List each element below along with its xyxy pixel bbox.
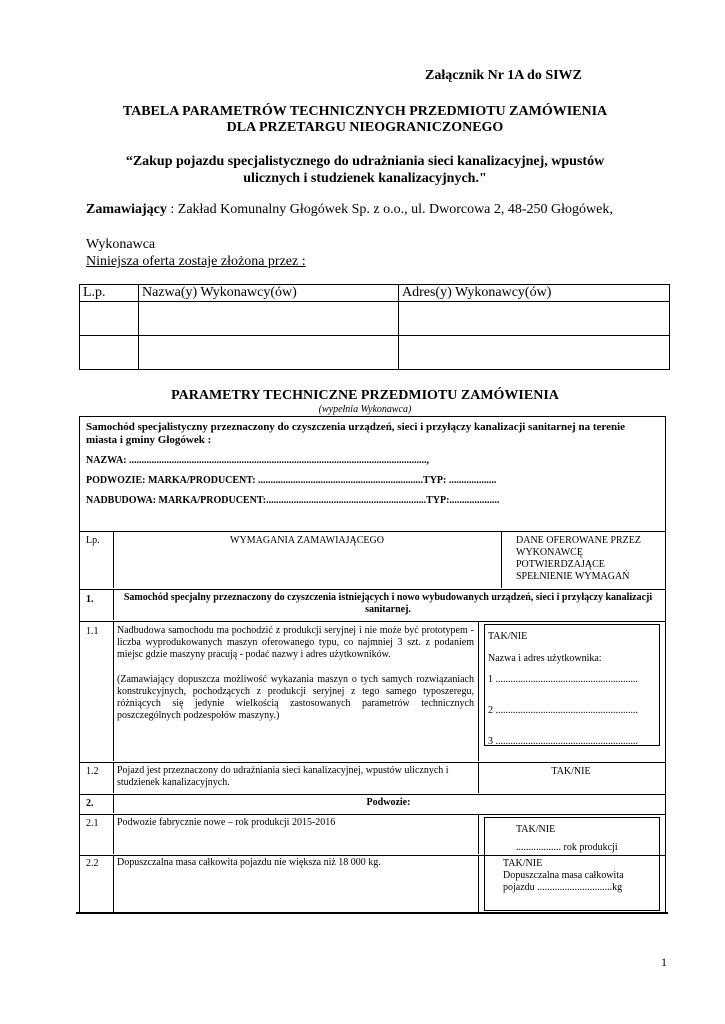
row-1-1-user-1[interactable]: 1 ......................................................... (488, 674, 638, 685)
col-requirements: WYMAGANIA ZAMAWIAJĄCEGO (230, 535, 384, 546)
params-subtitle: (wypełnia Wykonawca) (318, 404, 412, 415)
section-1-num: 1. (86, 594, 94, 605)
row-2-1-tak-nie[interactable]: TAK/NIE (516, 824, 556, 835)
row-1-2-num: 1.2 (86, 766, 99, 777)
col-lp: Lp. (86, 535, 100, 546)
row-1-1-users-label: Nazwa i adres użytkownika: (488, 653, 602, 664)
col-address-header: Adres(y) Wykonawcy(ów) (399, 285, 670, 302)
contractor-label: Wykonawca (86, 237, 156, 252)
col-name-header: Nazwa(y) Wykonawcy(ów) (139, 285, 399, 302)
doc-title (80, 104, 650, 136)
section-2-num: 2. (86, 798, 94, 809)
offer-by: Niniejsza oferta zostaje złożona przez : (86, 254, 306, 269)
subject (80, 153, 650, 187)
row-2-2-text: Dopuszczalna masa całkowita pojazdu nie większa niż 18 000 kg. (117, 857, 381, 868)
buyer-text: : Zakład Komunalny Głogówek Sp. z o.o., ul. Dworcowa 2, 48-250 Głogówek, (166, 202, 613, 217)
doc-title-line1: TABELA PARAMETRÓW TECHNICZNYCH PRZEDMIOTU ZAMÓWIENIA (122, 104, 608, 119)
row-2-2-answer-box[interactable] (484, 855, 660, 911)
vehicle-intro: Samochód specjalistyczny przeznaczony do czyszczenia urządzeń, sieci i przyłączy kanalizacji sanitarnej na terenie miasta i gminy Głogówek : (86, 421, 626, 446)
params-title: PARAMETRY TECHNICZNE PRZEDMIOTU ZAMÓWIENIA (171, 388, 559, 403)
contractor-cell[interactable] (399, 336, 670, 370)
row-1-1-note: (Zamawiający dopuszcza możliwość wykazania maszyn o tych samych rozwiązaniach konstrukcyjnych, pochodzących z produkcji seryjnej z tego samego typoszeregu, różniących się jedynie wielkością zastosowanych parametrów technicznych poszczególnych podzespołów maszyny.) (117, 674, 474, 721)
row-2-1-text: Podwozie fabrycznie nowe – rok produkcji 2015-2016 (117, 817, 336, 828)
subject-line1: “Zakup pojazdu specjalistycznego do udrażniania sieci kanalizacyjnej, wpustów (125, 154, 605, 169)
contractor-cell[interactable] (139, 302, 399, 336)
row-2-1-answer-box[interactable] (484, 817, 660, 855)
row-2-1-num: 2.1 (86, 818, 99, 829)
row-1-1-text: Nadbudowa samochodu ma pochodzić z produkcji seryjnej i nie może być prototypem - liczba wyprodukowanych maszyn oferowanego typu, co najmniej 3 szt. z podaniem miejsc gdzie maszyny pracują - podać nazwy i adres użytkowników. (117, 625, 474, 660)
doc-title-line2: DLA PRZETARGU NIEOGRANICZONEGO (226, 120, 504, 135)
contractor-cell[interactable] (80, 302, 139, 336)
col-offered: DANE OFEROWANE PRZEZ WYKONAWCĘ POTWIERDZAJĄCE SPEŁNIENIE WYMAGAŃ (516, 535, 641, 582)
contractor-cell[interactable] (399, 302, 670, 336)
subject-line2: ulicznych i studzienek kanalizacyjnych." (243, 171, 487, 186)
contractor-cell[interactable] (139, 336, 399, 370)
row-2-1-year[interactable]: .................. rok produkcji (516, 842, 618, 853)
row-2-2-tak-nie[interactable]: TAK/NIE (503, 858, 543, 869)
row-2-2-mass-label: Dopuszczalna masa całkowita (503, 870, 624, 881)
row-1-1-num: 1.1 (86, 626, 99, 637)
col-lp-header: L.p. (80, 285, 139, 302)
row-1-1-tak-nie[interactable]: TAK/NIE (488, 631, 528, 642)
vehicle-name-field[interactable]: NAZWA: ......................................................................................................................., (86, 455, 430, 466)
buyer-label: Zamawiający (86, 202, 167, 217)
body-make-field[interactable]: NADBUDOWA: MARKA/PRODUCENT:................................................................TYP:.................... (86, 495, 500, 506)
row-2-2-mass-field[interactable]: pojazdu ..............................kg (503, 882, 623, 893)
row-1-2-tak-nie[interactable]: TAK/NIE (551, 766, 591, 777)
buyer (86, 202, 613, 218)
contractor-table (79, 284, 670, 370)
row-1-1-user-3[interactable]: 3 ......................................................... (488, 736, 638, 747)
chassis-make-field[interactable]: PODWOZIE: MARKA/PRODUCENT: ..................................................................TYP: ................... (86, 475, 497, 486)
annex-label: Załącznik Nr 1A do SIWZ (425, 68, 582, 83)
contractor-cell[interactable] (80, 336, 139, 370)
row-1-1-answer-box[interactable] (484, 624, 660, 746)
row-2-2-num: 2.2 (86, 858, 99, 869)
row-1-1-user-2[interactable]: 2 ......................................................... (488, 705, 638, 716)
row-1-2-text: Pojazd jest przeznaczony do udrażniania sieci kanalizacyjnej, wpustów ulicznych i studzienek kanalizacyjnych. (117, 765, 449, 788)
section-1-title: Samochód specjalny przeznaczony do czyszczenia istniejących i nowo wybudowanych urządzeń, sieci i przyłączy kanalizacji sanitarnej. (123, 592, 653, 615)
vehicle-intro-box (79, 416, 666, 532)
page-number: 1 (661, 955, 667, 969)
section-2-title: Podwozie: (366, 797, 411, 808)
